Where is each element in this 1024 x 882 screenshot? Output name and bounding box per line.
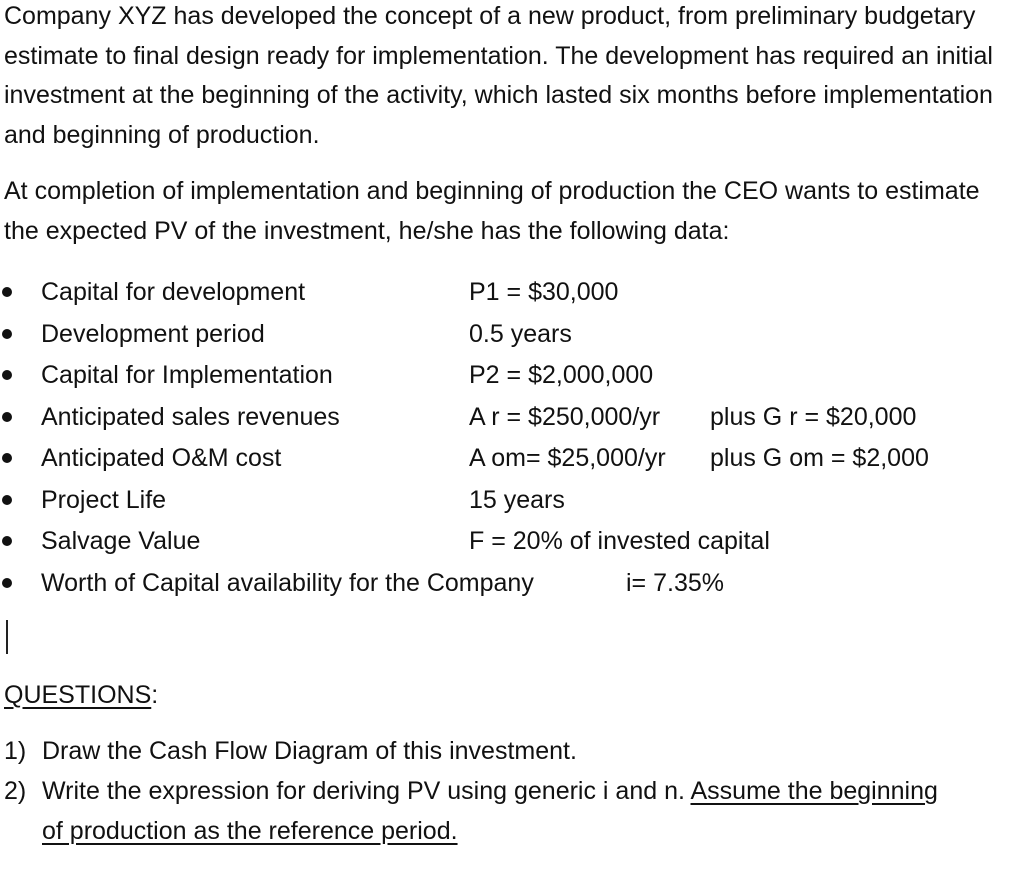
question-item bbox=[0, 731, 1020, 771]
data-item-extra: plus G r = $20,000 bbox=[710, 402, 917, 431]
data-item-label: Development period bbox=[41, 319, 265, 348]
data-item-value: P2 = $2,000,000 bbox=[469, 361, 654, 389]
bullet-icon bbox=[2, 287, 12, 297]
data-item bbox=[0, 521, 1020, 563]
bullet-icon bbox=[2, 495, 12, 505]
question-item bbox=[0, 771, 1020, 851]
question-text bbox=[42, 771, 942, 851]
text-cursor[interactable] bbox=[6, 620, 8, 654]
data-item-value: i= 7.35% bbox=[626, 568, 724, 597]
bullet-icon bbox=[2, 329, 12, 339]
data-item-label: Project Life bbox=[41, 485, 167, 514]
data-item-value: 0.5 years bbox=[469, 319, 572, 348]
question-text-plain: Draw the Cash Flow Diagram of this investment. bbox=[42, 737, 577, 765]
questions-heading-text: QUESTIONS bbox=[4, 681, 152, 709]
cut-off-text-fragment bbox=[38, 872, 238, 882]
data-list bbox=[0, 272, 1020, 604]
data-item-extra: plus G om = $2,000 bbox=[710, 444, 929, 472]
bullet-icon bbox=[2, 536, 12, 546]
data-item-label: Anticipated O&M cost bbox=[41, 444, 282, 472]
data-item-value: F = 20% of invested capital bbox=[469, 527, 770, 555]
question-text-underlined: Assume the beginning of production as the reference period. bbox=[42, 777, 938, 845]
question-number: 2) bbox=[4, 777, 27, 805]
bullet-icon bbox=[2, 412, 12, 422]
data-item-label: Anticipated sales revenues bbox=[41, 402, 340, 431]
bullet-icon bbox=[2, 370, 12, 380]
data-item-value: P1 = $30,000 bbox=[469, 278, 619, 306]
data-item bbox=[0, 355, 1020, 397]
data-item-value: A r = $250,000/yr bbox=[469, 402, 661, 431]
data-item bbox=[0, 397, 1020, 439]
data-item-label: Capital for Implementation bbox=[41, 361, 333, 389]
data-item-label: Capital for development bbox=[41, 278, 306, 306]
data-item-value: A om= $25,000/yr bbox=[469, 444, 666, 472]
questions-list bbox=[0, 731, 1020, 851]
data-item bbox=[0, 438, 1020, 480]
questions-heading-colon: : bbox=[151, 681, 159, 709]
data-item-label: Worth of Capital availability for the Company bbox=[41, 568, 534, 597]
data-item bbox=[0, 563, 1020, 605]
data-item bbox=[0, 480, 1020, 522]
intro-paragraph-1: Company XYZ has developed the concept of a new product, from preliminary budgetary estimate to final design ready for implementation. The development has required an initial investment at the beginning of the activity, which lasted six months before implementation and beginning of production. bbox=[4, 2, 993, 149]
question-text bbox=[42, 731, 942, 771]
intro-paragraph-2: At completion of implementation and beginning of production the CEO wants to estimate the expected PV of the investment, he/she has the following data: bbox=[4, 177, 980, 245]
data-item-label: Salvage Value bbox=[41, 527, 201, 555]
data-item bbox=[0, 314, 1020, 356]
data-item bbox=[0, 272, 1020, 314]
question-text-plain: Write the expression for deriving PV using generic i and n. bbox=[42, 777, 691, 805]
question-number: 1) bbox=[4, 737, 27, 765]
bullet-icon bbox=[2, 578, 12, 588]
questions-heading bbox=[4, 676, 158, 715]
bullet-icon bbox=[2, 453, 12, 463]
data-item-value: 15 years bbox=[469, 485, 565, 514]
